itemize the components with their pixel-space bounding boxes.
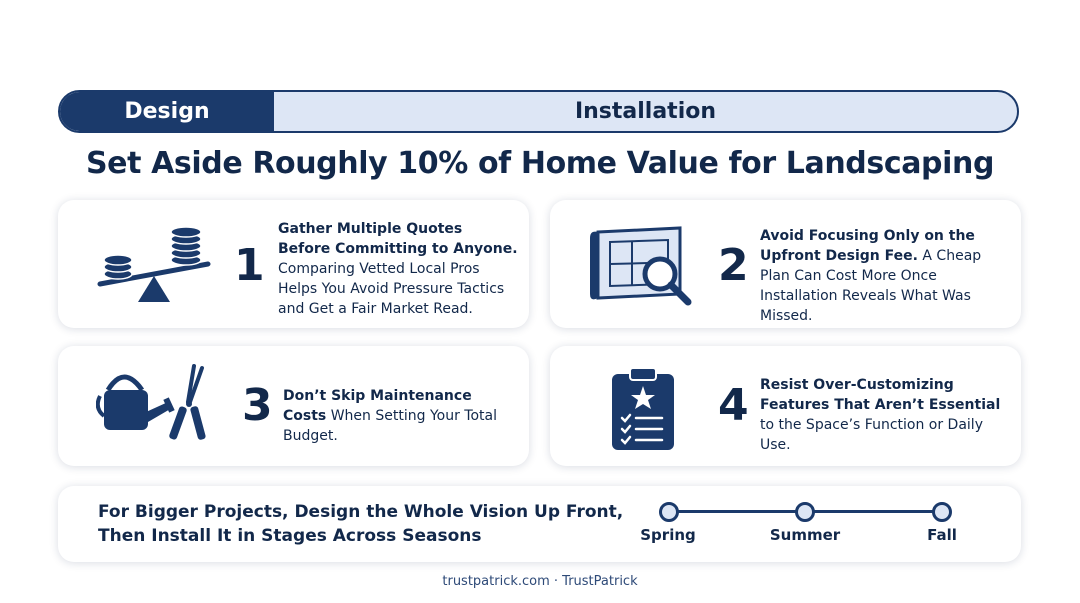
tip-text (760, 375, 1015, 455)
timeline-node-summer (795, 502, 815, 522)
tip-number: 2 (718, 240, 749, 291)
phase-bar (58, 90, 1019, 133)
tip-bold: Avoid Focusing Only on the Upfront Design Fee. (760, 228, 975, 264)
staging-card (58, 486, 1021, 562)
tip-number: 3 (242, 380, 273, 431)
tip-body: to the Space’s Function or Daily Use. (760, 417, 983, 453)
tip-bold: Resist Over-Customizing Features That Aren’t Essential (760, 377, 1001, 413)
phase-design: Design (60, 92, 274, 131)
staging-line-1: For Bigger Projects, Design the Whole Vision Up Front, (98, 502, 624, 522)
tip-number: 1 (234, 240, 265, 291)
tip-number: 4 (718, 380, 749, 431)
season-label-fall: Fall (927, 526, 957, 544)
season-label-spring: Spring (640, 526, 696, 544)
tip-body: Comparing Vetted Local Pros Helps You Avoid Pressure Tactics and Get a Fair Market Read. (278, 261, 505, 317)
tip-bold: Don’t Skip Maintenance Costs (283, 388, 472, 424)
season-timeline (638, 496, 968, 552)
page-title: Set Aside Roughly 10% of Home Value for Landscaping (85, 146, 995, 181)
tip-text (283, 386, 518, 446)
staging-line-2: Then Install It in Stages Across Seasons (98, 526, 482, 546)
tip-card-3 (58, 346, 529, 466)
watering-can-shears-icon (96, 362, 216, 448)
tip-card-2 (550, 200, 1021, 328)
tip-card-1 (58, 200, 529, 328)
timeline-node-spring (659, 502, 679, 522)
tip-bold: Gather Multiple Quotes Before Committing to Anyone. (278, 221, 518, 257)
timeline-node-fall (932, 502, 952, 522)
tip-card-4 (550, 346, 1021, 466)
clipboard-checklist-icon (610, 366, 676, 452)
tip-body: When Setting Your Total Budget. (283, 408, 497, 444)
tip-text (278, 219, 518, 319)
tip-text (760, 226, 1015, 326)
coin-scale-icon (96, 222, 212, 306)
tip-body: A Cheap Plan Can Cost More Once Installation Reveals What Was Missed. (760, 248, 982, 324)
phase-installation: Installation (574, 99, 717, 124)
staging-text (98, 500, 623, 548)
season-label-summer: Summer (769, 526, 841, 544)
blueprint-magnifier-icon (588, 222, 698, 308)
footer-credit: trustpatrick.com · TrustPatrick (442, 574, 638, 589)
